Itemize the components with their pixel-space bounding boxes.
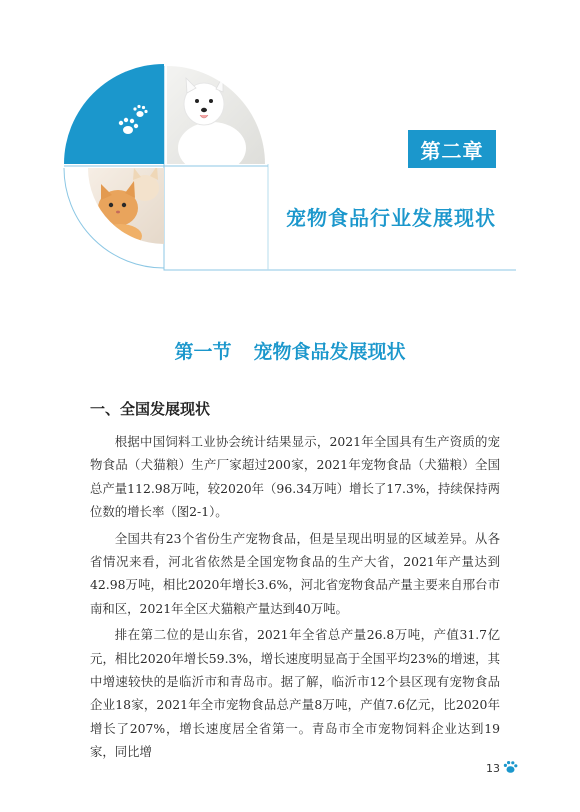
subsection-title: 一、全国发展现状 [90, 400, 211, 418]
paragraph: 全国共有23个省份生产宠物食品，但是呈现出明显的区域差异。从各省情况来看，河北省依然是全国宠物食品的生产大省，2021年产量达到42.98万吨，相比2020年增长3.6%，河北省宠物食品产量主要来自邢台市南和区，2021年全区犬猫粮产量达到40万吨。 [90, 530, 500, 616]
chapter-label: 第二章 [408, 130, 496, 168]
section-number: 第一节 [174, 341, 232, 363]
paw-print-icon [502, 759, 518, 775]
chapter-title: 宠物食品行业发展现状 [286, 206, 496, 230]
section-heading [0, 337, 580, 364]
kittens-photo [84, 166, 168, 250]
paragraph: 根据中国饲料工业协会统计结果显示，2021年全国具有生产资质的宠物食品（犬猫粮）生产厂家超过200家，2021年宠物食品（犬猫粮）全国总产量112.98万吨，较2020年（96.34万吨）增长了17.3%，持续保持两位数的增长率（图2-1）。 [90, 434, 500, 520]
white-dog-photo [167, 60, 277, 174]
section-title: 宠物食品发展现状 [253, 341, 406, 363]
page-number: 13 [486, 762, 500, 775]
body-text [90, 430, 500, 767]
paragraph: 排在第二位的是山东省，2021年全省总产量26.8万吨，产值31.7亿元，相比2020年增长59.3%，增长速度明显高于全国平均23%的增速，其中增速较快的是临沂市和青岛市。据了解，临沂市12个县区现有宠物食品企业18家，2021年全市宠物食品总产量8万吨，产值7.6亿元，比2020年增长了207%，增长速度居全省第一。青岛市全市宠物饲料企业达到19家，同比增 [90, 627, 500, 760]
blue-quarter-circle [64, 64, 164, 164]
